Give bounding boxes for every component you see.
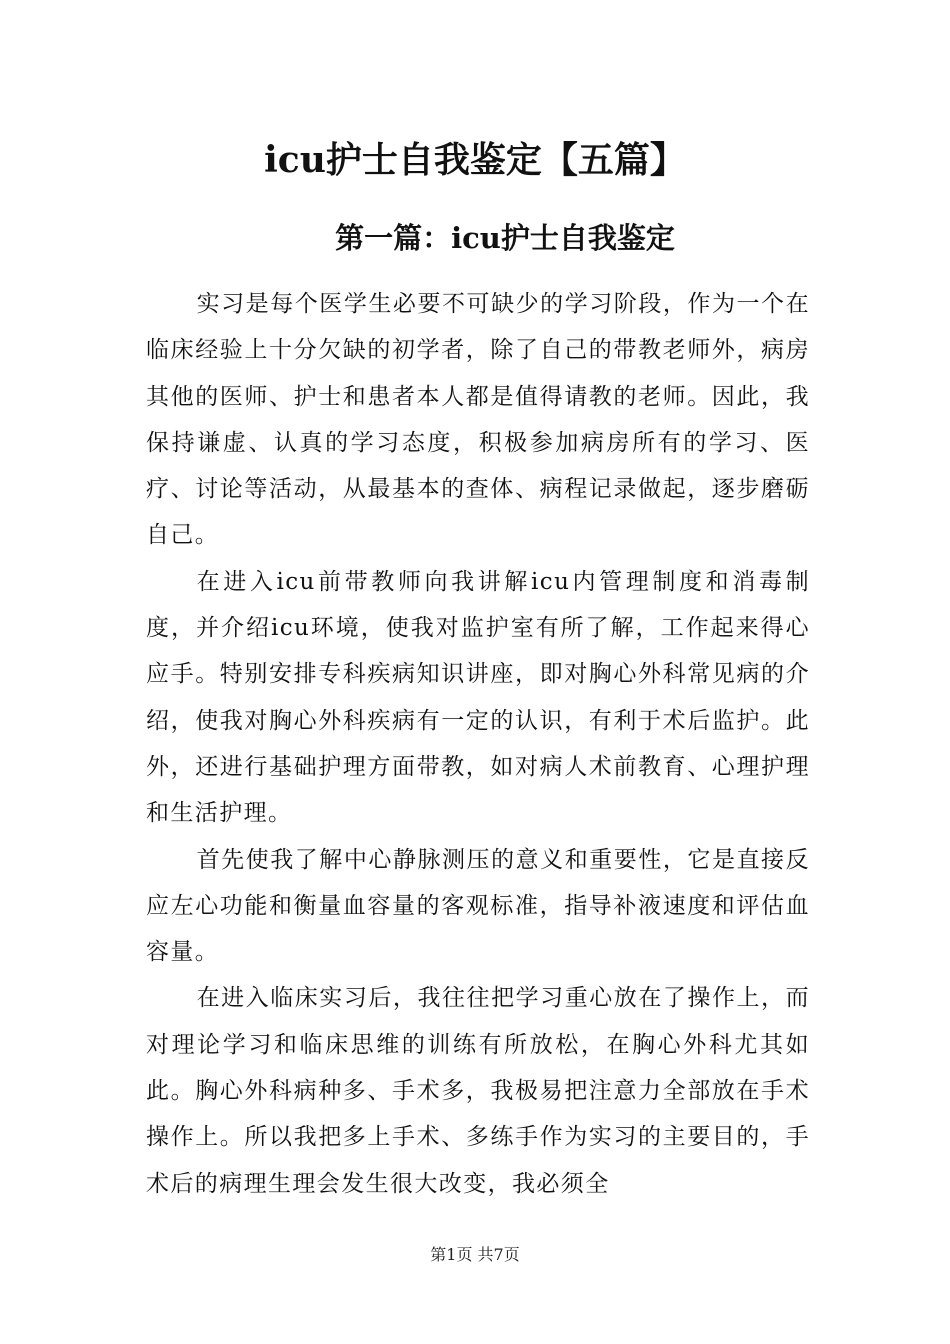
paragraph: 在进入icu前带教师向我讲解icu内管理制度和消毒制度，并介绍icu环境，使我对监护室有所了解，工作起来得心应手。特别安排专科疾病知识讲座，即对胸心外科常见病的介绍，使我对胸心外科疾病有一定的认识，有利于术后监护。此外，还进行基础护理方面带教，如对病人术前教育、心理护理和生活护理。	[146, 568, 810, 827]
page-indicator: 第1页 共7页	[430, 1245, 520, 1264]
section-title: 第一篇：icu护士自我鉴定	[335, 221, 675, 255]
paragraph: 首先使我了解中心静脉测压的意义和重要性，它是直接反应左心功能和衡量血容量的客观标准，指导补液速度和评估血容量。	[146, 846, 810, 966]
document-title: icu护士自我鉴定【五篇】	[264, 139, 686, 181]
paragraph: 在进入临床实习后，我往往把学习重心放在了操作上，而对理论学习和临床思维的训练有所放松，在胸心外科尤其如此。胸心外科病种多、手术多，我极易把注意力全部放在手术操作上。所以我把多上手术、多练手作为实习的主要目的，手术后的病理生理会发生很大改变，我必须全	[146, 985, 810, 1197]
document-body	[146, 281, 810, 1207]
paragraph: 实习是每个医学生必要不可缺少的学习阶段，作为一个在临床经验上十分欠缺的初学者，除了自己的带教老师外，病房其他的医师、护士和患者本人都是值得请教的老师。因此，我保持谦虚、认真的学习态度，积极参加病房所有的学习、医疗、讨论等活动，从最基本的查体、病程记录做起，逐步磨砺自己。	[146, 291, 810, 549]
